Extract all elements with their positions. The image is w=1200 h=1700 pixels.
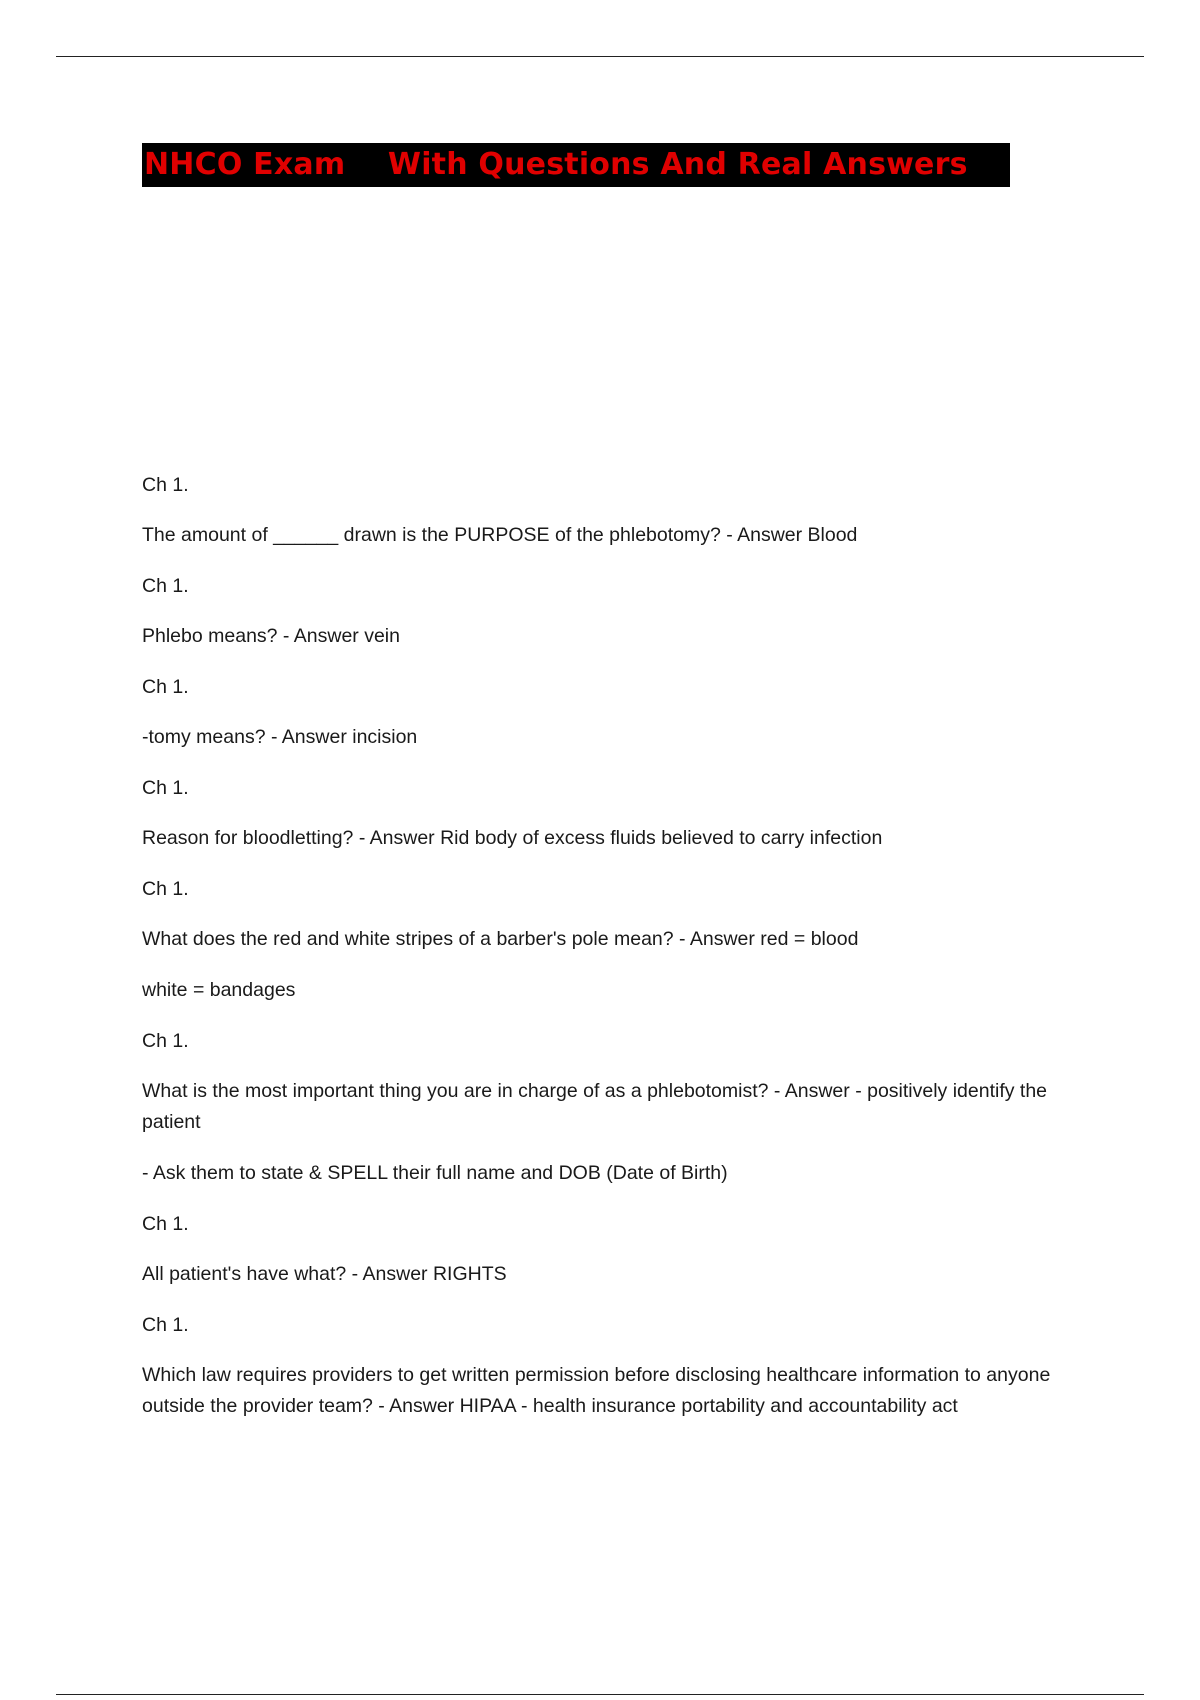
chapter-label: Ch 1. [142, 1314, 189, 1336]
qa-item: Reason for bloodletting? - Answer Rid body of excess fluids believed to carry infection [142, 827, 883, 849]
top-rule [56, 56, 1144, 57]
chapter-label: Ch 1. [142, 878, 189, 900]
page-body [142, 143, 1072, 1442]
qa-item: All patient's have what? - Answer RIGHTS [142, 1263, 507, 1285]
chapter-label: Ch 1. [142, 676, 189, 698]
qa-item: What is the most important thing you are in charge of as a phlebotomist? - Answer - positively identify the patient [142, 1080, 1048, 1133]
chapter-label: Ch 1. [142, 474, 189, 496]
qa-item: The amount of ______ drawn is the PURPOSE of the phlebotomy? - Answer Blood [142, 524, 858, 546]
qa-item: Which law requires providers to get written permission before disclosing healthcare information to anyone outside the provider team? - Answer HIPAA - health insurance portability and accountability act [142, 1364, 1051, 1417]
chapter-label: Ch 1. [142, 1213, 189, 1235]
chapter-label: Ch 1. [142, 1030, 189, 1052]
qa-content [142, 470, 1072, 1422]
qa-item-continuation: white = bandages [142, 979, 296, 1001]
qa-item: -tomy means? - Answer incision [142, 726, 418, 748]
chapter-label: Ch 1. [142, 575, 189, 597]
qa-item: What does the red and white stripes of a barber's pole mean? - Answer red = blood [142, 928, 859, 950]
bottom-rule [56, 1694, 1144, 1695]
qa-item: Phlebo means? - Answer vein [142, 625, 400, 647]
chapter-label: Ch 1. [142, 777, 189, 799]
qa-item-continuation: - Ask them to state & SPELL their full name and DOB (Date of Birth) [142, 1162, 728, 1184]
document-title: NHCO Exam With Questions And Real Answers [142, 143, 1010, 187]
